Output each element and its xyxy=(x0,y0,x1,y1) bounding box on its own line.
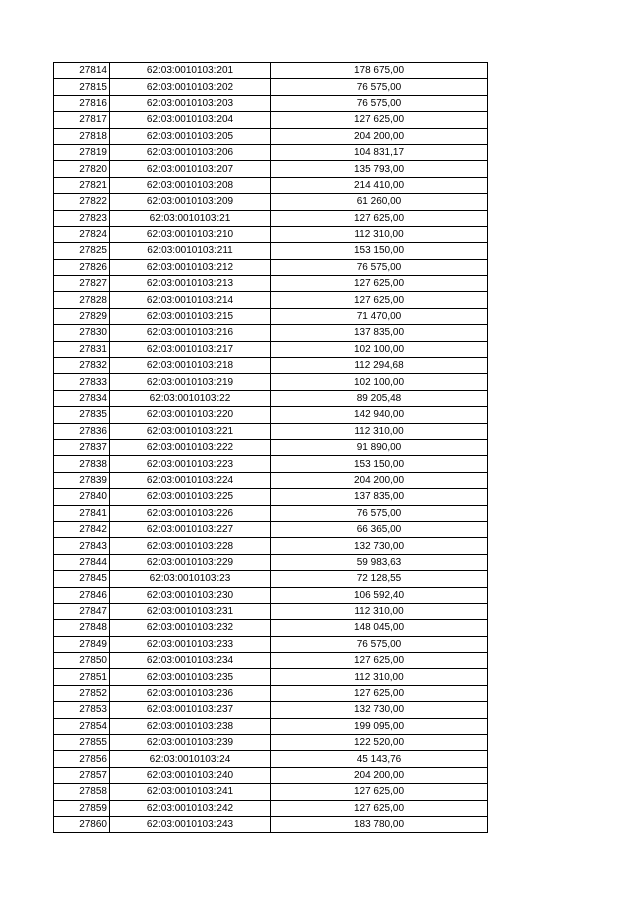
row-number-cell: 27854 xyxy=(54,718,110,734)
cadastral-number-cell: 62:03:0010103:212 xyxy=(110,259,271,275)
value-cell: 148 045,00 xyxy=(271,620,488,636)
value-cell: 127 625,00 xyxy=(271,784,488,800)
table-row xyxy=(54,243,488,259)
row-number-cell: 27848 xyxy=(54,620,110,636)
table-row xyxy=(54,620,488,636)
cadastral-number-cell: 62:03:0010103:222 xyxy=(110,439,271,455)
value-cell: 153 150,00 xyxy=(271,456,488,472)
value-cell: 199 095,00 xyxy=(271,718,488,734)
table-row xyxy=(54,341,488,357)
row-number-cell: 27823 xyxy=(54,210,110,226)
table-row xyxy=(54,489,488,505)
value-cell: 112 310,00 xyxy=(271,603,488,619)
cadastral-number-cell: 62:03:0010103:216 xyxy=(110,325,271,341)
row-number-cell: 27846 xyxy=(54,587,110,603)
table-row xyxy=(54,308,488,324)
value-cell: 132 730,00 xyxy=(271,702,488,718)
table-row xyxy=(54,653,488,669)
table-row xyxy=(54,505,488,521)
value-cell: 61 260,00 xyxy=(271,194,488,210)
table-row xyxy=(54,423,488,439)
table-row xyxy=(54,636,488,652)
value-cell: 122 520,00 xyxy=(271,735,488,751)
table-row xyxy=(54,177,488,193)
value-cell: 127 625,00 xyxy=(271,292,488,308)
row-number-cell: 27850 xyxy=(54,653,110,669)
value-cell: 214 410,00 xyxy=(271,177,488,193)
row-number-cell: 27852 xyxy=(54,685,110,701)
table-row xyxy=(54,472,488,488)
value-cell: 127 625,00 xyxy=(271,276,488,292)
row-number-cell: 27857 xyxy=(54,767,110,783)
value-cell: 76 575,00 xyxy=(271,636,488,652)
table-row xyxy=(54,144,488,160)
value-cell: 183 780,00 xyxy=(271,816,488,832)
cadastral-number-cell: 62:03:0010103:233 xyxy=(110,636,271,652)
table-row xyxy=(54,390,488,406)
row-number-cell: 27825 xyxy=(54,243,110,259)
cadastral-number-cell: 62:03:0010103:240 xyxy=(110,767,271,783)
table-row xyxy=(54,816,488,832)
row-number-cell: 27838 xyxy=(54,456,110,472)
table-row xyxy=(54,718,488,734)
table-row xyxy=(54,161,488,177)
cadastral-number-cell: 62:03:0010103:242 xyxy=(110,800,271,816)
value-cell: 137 835,00 xyxy=(271,489,488,505)
row-number-cell: 27842 xyxy=(54,521,110,537)
value-cell: 135 793,00 xyxy=(271,161,488,177)
value-cell: 127 625,00 xyxy=(271,112,488,128)
value-cell: 112 310,00 xyxy=(271,226,488,242)
table-row xyxy=(54,112,488,128)
table-row xyxy=(54,259,488,275)
table-row xyxy=(54,374,488,390)
cadastral-number-cell: 62:03:0010103:241 xyxy=(110,784,271,800)
table-row xyxy=(54,784,488,800)
value-cell: 106 592,40 xyxy=(271,587,488,603)
row-number-cell: 27856 xyxy=(54,751,110,767)
value-cell: 204 200,00 xyxy=(271,472,488,488)
row-number-cell: 27821 xyxy=(54,177,110,193)
cadastral-number-cell: 62:03:0010103:213 xyxy=(110,276,271,292)
table-row xyxy=(54,276,488,292)
table-row xyxy=(54,456,488,472)
cadastral-number-cell: 62:03:0010103:217 xyxy=(110,341,271,357)
row-number-cell: 27836 xyxy=(54,423,110,439)
value-cell: 142 940,00 xyxy=(271,407,488,423)
cadastral-number-cell: 62:03:0010103:201 xyxy=(110,63,271,79)
row-number-cell: 27829 xyxy=(54,308,110,324)
cadastral-number-cell: 62:03:0010103:22 xyxy=(110,390,271,406)
table-row xyxy=(54,603,488,619)
row-number-cell: 27818 xyxy=(54,128,110,144)
table-row xyxy=(54,292,488,308)
table-row xyxy=(54,538,488,554)
row-number-cell: 27826 xyxy=(54,259,110,275)
table-row xyxy=(54,95,488,111)
cadastral-number-cell: 62:03:0010103:239 xyxy=(110,735,271,751)
cadastral-number-cell: 62:03:0010103:238 xyxy=(110,718,271,734)
row-number-cell: 27834 xyxy=(54,390,110,406)
cadastral-number-cell: 62:03:0010103:235 xyxy=(110,669,271,685)
cadastral-number-cell: 62:03:0010103:208 xyxy=(110,177,271,193)
value-cell: 127 625,00 xyxy=(271,800,488,816)
table-row xyxy=(54,407,488,423)
table-row xyxy=(54,128,488,144)
row-number-cell: 27820 xyxy=(54,161,110,177)
value-cell: 66 365,00 xyxy=(271,521,488,537)
cadastral-number-cell: 62:03:0010103:207 xyxy=(110,161,271,177)
cadastral-number-cell: 62:03:0010103:232 xyxy=(110,620,271,636)
cadastral-number-cell: 62:03:0010103:203 xyxy=(110,95,271,111)
cadastral-number-cell: 62:03:0010103:204 xyxy=(110,112,271,128)
cadastral-number-cell: 62:03:0010103:220 xyxy=(110,407,271,423)
row-number-cell: 27853 xyxy=(54,702,110,718)
row-number-cell: 27839 xyxy=(54,472,110,488)
value-cell: 76 575,00 xyxy=(271,259,488,275)
row-number-cell: 27817 xyxy=(54,112,110,128)
value-cell: 112 310,00 xyxy=(271,669,488,685)
table-row xyxy=(54,194,488,210)
cadastral-number-cell: 62:03:0010103:24 xyxy=(110,751,271,767)
value-cell: 132 730,00 xyxy=(271,538,488,554)
table-row xyxy=(54,800,488,816)
row-number-cell: 27841 xyxy=(54,505,110,521)
cadastral-number-cell: 62:03:0010103:21 xyxy=(110,210,271,226)
row-number-cell: 27845 xyxy=(54,571,110,587)
cadastral-number-cell: 62:03:0010103:221 xyxy=(110,423,271,439)
row-number-cell: 27860 xyxy=(54,816,110,832)
table-row xyxy=(54,702,488,718)
row-number-cell: 27837 xyxy=(54,439,110,455)
cadastral-number-cell: 62:03:0010103:206 xyxy=(110,144,271,160)
value-cell: 178 675,00 xyxy=(271,63,488,79)
cadastral-number-cell: 62:03:0010103:23 xyxy=(110,571,271,587)
table-row xyxy=(54,587,488,603)
value-cell: 127 625,00 xyxy=(271,210,488,226)
table-row xyxy=(54,439,488,455)
table-row xyxy=(54,79,488,95)
value-cell: 72 128,55 xyxy=(271,571,488,587)
row-number-cell: 27819 xyxy=(54,144,110,160)
row-number-cell: 27815 xyxy=(54,79,110,95)
row-number-cell: 27830 xyxy=(54,325,110,341)
cadastral-value-table xyxy=(53,62,488,833)
value-cell: 204 200,00 xyxy=(271,128,488,144)
table-row xyxy=(54,358,488,374)
cadastral-number-cell: 62:03:0010103:219 xyxy=(110,374,271,390)
cadastral-number-cell: 62:03:0010103:218 xyxy=(110,358,271,374)
cadastral-number-cell: 62:03:0010103:209 xyxy=(110,194,271,210)
row-number-cell: 27832 xyxy=(54,358,110,374)
cadastral-number-cell: 62:03:0010103:227 xyxy=(110,521,271,537)
value-cell: 204 200,00 xyxy=(271,767,488,783)
row-number-cell: 27855 xyxy=(54,735,110,751)
cadastral-number-cell: 62:03:0010103:225 xyxy=(110,489,271,505)
cadastral-number-cell: 62:03:0010103:243 xyxy=(110,816,271,832)
cadastral-number-cell: 62:03:0010103:230 xyxy=(110,587,271,603)
row-number-cell: 27849 xyxy=(54,636,110,652)
cadastral-number-cell: 62:03:0010103:236 xyxy=(110,685,271,701)
row-number-cell: 27824 xyxy=(54,226,110,242)
table-row xyxy=(54,521,488,537)
cadastral-number-cell: 62:03:0010103:228 xyxy=(110,538,271,554)
value-cell: 127 625,00 xyxy=(271,685,488,701)
row-number-cell: 27822 xyxy=(54,194,110,210)
table-row xyxy=(54,325,488,341)
cadastral-number-cell: 62:03:0010103:231 xyxy=(110,603,271,619)
row-number-cell: 27843 xyxy=(54,538,110,554)
value-cell: 102 100,00 xyxy=(271,341,488,357)
cadastral-number-cell: 62:03:0010103:211 xyxy=(110,243,271,259)
cadastral-number-cell: 62:03:0010103:224 xyxy=(110,472,271,488)
value-cell: 127 625,00 xyxy=(271,653,488,669)
table-row xyxy=(54,63,488,79)
table-row xyxy=(54,571,488,587)
row-number-cell: 27858 xyxy=(54,784,110,800)
value-cell: 91 890,00 xyxy=(271,439,488,455)
value-cell: 76 575,00 xyxy=(271,79,488,95)
table-row xyxy=(54,669,488,685)
row-number-cell: 27847 xyxy=(54,603,110,619)
value-cell: 76 575,00 xyxy=(271,505,488,521)
value-cell: 137 835,00 xyxy=(271,325,488,341)
cadastral-number-cell: 62:03:0010103:202 xyxy=(110,79,271,95)
table-row xyxy=(54,554,488,570)
row-number-cell: 27859 xyxy=(54,800,110,816)
value-cell: 71 470,00 xyxy=(271,308,488,324)
cadastral-number-cell: 62:03:0010103:215 xyxy=(110,308,271,324)
row-number-cell: 27828 xyxy=(54,292,110,308)
table-body xyxy=(54,63,488,833)
value-cell: 153 150,00 xyxy=(271,243,488,259)
cadastral-number-cell: 62:03:0010103:226 xyxy=(110,505,271,521)
table-row xyxy=(54,735,488,751)
table-row xyxy=(54,685,488,701)
table-row xyxy=(54,767,488,783)
value-cell: 76 575,00 xyxy=(271,95,488,111)
value-cell: 45 143,76 xyxy=(271,751,488,767)
row-number-cell: 27833 xyxy=(54,374,110,390)
row-number-cell: 27835 xyxy=(54,407,110,423)
cadastral-number-cell: 62:03:0010103:234 xyxy=(110,653,271,669)
cadastral-number-cell: 62:03:0010103:237 xyxy=(110,702,271,718)
table-row xyxy=(54,226,488,242)
value-cell: 104 831,17 xyxy=(271,144,488,160)
value-cell: 59 983,63 xyxy=(271,554,488,570)
value-cell: 112 294,68 xyxy=(271,358,488,374)
row-number-cell: 27831 xyxy=(54,341,110,357)
value-cell: 112 310,00 xyxy=(271,423,488,439)
row-number-cell: 27814 xyxy=(54,63,110,79)
cadastral-number-cell: 62:03:0010103:210 xyxy=(110,226,271,242)
row-number-cell: 27816 xyxy=(54,95,110,111)
row-number-cell: 27840 xyxy=(54,489,110,505)
value-cell: 102 100,00 xyxy=(271,374,488,390)
value-cell: 89 205,48 xyxy=(271,390,488,406)
cadastral-number-cell: 62:03:0010103:205 xyxy=(110,128,271,144)
table-row xyxy=(54,751,488,767)
table-row xyxy=(54,210,488,226)
row-number-cell: 27827 xyxy=(54,276,110,292)
cadastral-number-cell: 62:03:0010103:223 xyxy=(110,456,271,472)
cadastral-number-cell: 62:03:0010103:214 xyxy=(110,292,271,308)
row-number-cell: 27851 xyxy=(54,669,110,685)
cadastral-number-cell: 62:03:0010103:229 xyxy=(110,554,271,570)
row-number-cell: 27844 xyxy=(54,554,110,570)
